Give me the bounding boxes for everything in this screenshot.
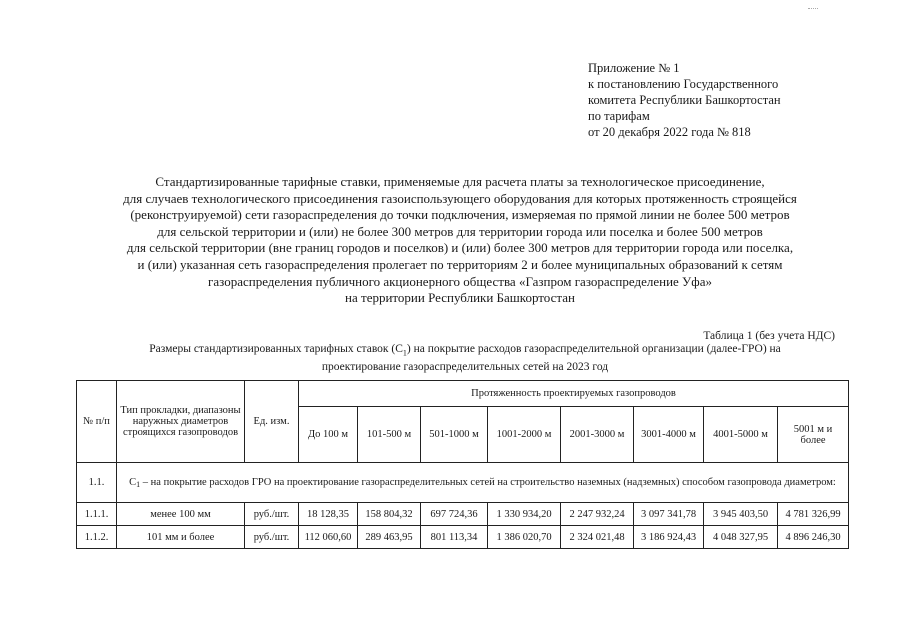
row-value: 2 247 932,24 [561,503,634,526]
section-description: – на покрытие расходов ГРО на проектирование газораспределительных сетей на строительство наземных (надземных) способом газопровода диаметром: [140,476,836,488]
header-unit: Ед. изм. [245,381,299,463]
row-num: 1.1.2. [77,526,117,549]
row-value: 158 804,32 [358,503,421,526]
row-value: 3 097 341,78 [634,503,704,526]
subtitle-subscript: 1 [402,348,407,358]
row-value: 18 128,35 [299,503,358,526]
row-value: 4 048 327,95 [704,526,778,549]
section-c-letter: С [129,476,137,488]
row-type: 101 мм и более [117,526,245,549]
header-length-col: 501-1000 м [421,407,488,463]
title-line: на территории Республики Башкортостан [345,290,575,306]
row-value: 3 186 924,43 [634,526,704,549]
title-line: для сельской территории и (или) не более 300 метров для территории города или поселка и более 500 метров [157,223,763,239]
row-unit: руб./шт. [245,503,299,526]
row-value: 2 324 021,48 [561,526,634,549]
section-num: 1.1. [77,463,117,503]
header-length-col: 5001 м и более [778,407,849,463]
title-line: (реконструируемой) сети газораспределения до точки подключения, измеряемая по прямой линии не более 500 метров [130,207,790,223]
approval-line: Приложение № 1 [588,61,680,75]
header-length-col: 101-500 м [358,407,421,463]
header-length-col: 4001-5000 м [704,407,778,463]
title-line: для случаев технологического присоединения газоиспользующего оборудования для которых протяженность строящейся [123,190,797,206]
header-length-col: 2001-3000 м [561,407,634,463]
section-c-subscript: 1 [136,479,141,489]
scan-artifact [808,8,818,11]
header-length: Протяженность проектируемых газопроводов [299,381,849,407]
approval-line: к постановлению Государственного [588,77,779,91]
table-row [77,503,849,526]
row-value: 1 386 020,70 [488,526,561,549]
title-line: газораспределения публичного акционерного общества «Газпром газораспределение Уфа» [208,273,712,289]
row-value: 697 724,36 [421,503,488,526]
row-unit: руб./шт. [245,526,299,549]
title-line: Стандартизированные тарифные ставки, применяемые для расчета платы за технологическое присоединение, [155,174,765,189]
header-length-col: 1001-2000 м [488,407,561,463]
section-row [77,463,849,503]
title-line: и (или) указанная сеть газораспределения пролегает по территориям 2 и более муниципальных образований к сетям [137,256,783,272]
header-length-col: 3001-4000 м [634,407,704,463]
subtitle-text: Размеры стандартизированных тарифных ставок (С [149,343,403,355]
row-value: 289 463,95 [358,526,421,549]
row-value: 4 781 326,99 [778,503,849,526]
section-text [117,463,849,503]
row-value: 801 113,34 [421,526,488,549]
row-value: 4 896 246,30 [778,526,849,549]
row-value: 1 330 934,20 [488,503,561,526]
approval-block [588,60,781,140]
table-row [77,526,849,549]
row-num: 1.1.1. [77,503,117,526]
subtitle-line [80,342,850,360]
header-type: Тип прокладки, диапазоны наружных диаметров строящихся газопроводов [117,381,245,463]
table-subtitle [80,342,850,374]
approval-line: по тарифам [588,109,650,123]
header-row [77,381,849,407]
subtitle-line: проектирование газораспределительных сетей на 2023 год [321,361,609,374]
subtitle-text: ) на покрытие расходов газораспределительной организации (далее-ГРО) на [406,343,781,355]
document-title [60,174,860,307]
approval-line: комитета Республики Башкортостан [588,93,781,107]
row-type: менее 100 мм [117,503,245,526]
table-note: Таблица 1 (без учета НДС) [703,330,835,342]
tariff-table [76,380,849,549]
header-num: № п/п [77,381,117,463]
title-line: для сельской территории (вне границ городов и поселков) и (или) более 300 метров для территории города или поселка, [126,240,794,256]
row-value: 112 060,60 [299,526,358,549]
header-length-col: До 100 м [299,407,358,463]
approval-line: от 20 декабря 2022 года № 818 [588,125,751,139]
row-value: 3 945 403,50 [704,503,778,526]
